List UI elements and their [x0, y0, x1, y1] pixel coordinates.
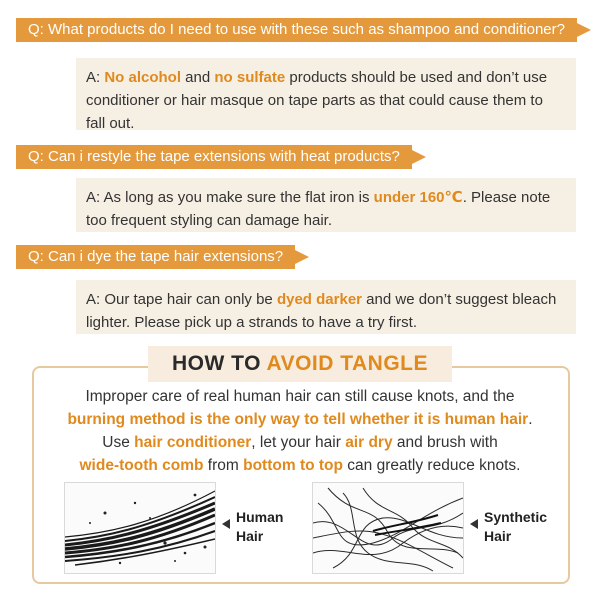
highlight-hair-conditioner: hair conditioner: [134, 434, 252, 451]
arrow-left-icon: [470, 519, 478, 529]
highlight-temperature: under 160℃: [373, 189, 463, 206]
highlight-bottom-to-top: bottom to top: [243, 457, 343, 474]
human-hair-label: Human Hair: [236, 509, 284, 544]
tangle-description: Improper care of real human hair can still cause knots, and the burning method is the only way to tell whether it is human hair. Use hair conditioner, let your hair air dry and brush with wide-tooth comb from bottom to top can greatly reduce knots.: [67, 388, 533, 474]
highlight-air-dry: air dry: [345, 434, 393, 451]
answer-2: A: As long as you make sure the flat iron is under 160℃. Please note too frequent styling can damage hair.: [76, 178, 576, 232]
arrow-left-icon: [222, 519, 230, 529]
answer-3: A: Our tape hair can only be dyed darker and we don’t suggest bleach lighter. Please pick up a strands to have a try first.: [76, 280, 576, 334]
question-3: Q: Can i dye the tape hair extensions?: [16, 245, 295, 269]
highlight-wide-tooth-comb: wide-tooth comb: [79, 457, 204, 474]
highlight-no-sulfate: no sulfate: [214, 69, 286, 86]
answer-1: A: No alcohol and no sulfate products should be used and don’t use conditioner or hair masque on tape parts as that could cause them to fall out.: [76, 58, 576, 130]
question-2: Q: Can i restyle the tape extensions with heat products?: [16, 145, 412, 169]
tangle-section-title: HOW TO AVOID TANGLE: [148, 346, 452, 382]
highlight-dyed-darker: dyed darker: [276, 291, 362, 308]
highlight-burning-method: burning method is the only way to tell whether it is human hair: [67, 411, 529, 428]
human-hair-burn-image: [64, 482, 216, 574]
synthetic-hair-burn-image: [312, 482, 464, 574]
synthetic-hair-label: Synthetic Hair: [484, 509, 548, 544]
question-1: Q: What products do I need to use with these such as shampoo and conditioner?: [16, 18, 577, 42]
synthetic-hair-illustration: [313, 483, 463, 573]
human-hair-illustration: [65, 483, 215, 573]
highlight-no-alcohol: No alcohol: [104, 69, 182, 86]
